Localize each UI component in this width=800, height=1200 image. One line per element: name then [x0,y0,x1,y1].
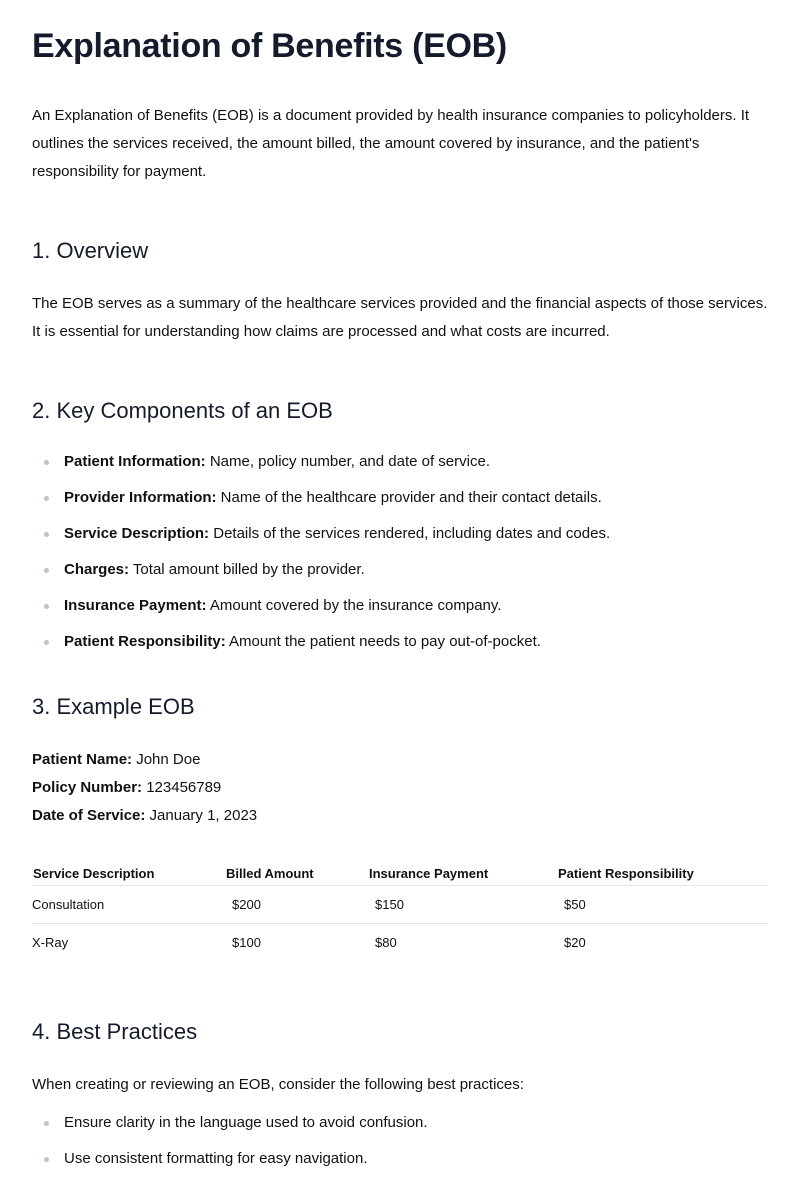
component-desc: Name, policy number, and date of service. [205,453,490,470]
best-practices-list [32,1111,768,1171]
list-item [32,486,768,510]
column-header: Insurance Payment [368,860,557,886]
list-item: Ensure clarity in the language used to avoid confusion. [32,1111,768,1135]
column-header: Billed Amount [225,860,368,886]
table-cell: $200 [225,886,368,924]
component-desc: Amount the patient needs to pay out-of-pocket. [225,633,541,650]
example-heading: 3. Example EOB [32,694,195,719]
component-term: Provider Information: [64,489,217,506]
component-term: Patient Information: [64,453,206,470]
date-of-service-value: January 1, 2023 [145,807,258,824]
component-desc: Details of the services rendered, including dates and codes. [209,525,611,542]
intro-paragraph: An Explanation of Benefits (EOB) is a document provided by health insurance companies to policyholders. It outlines the services received, the amount billed, the amount covered by insurance, and the patient's responsibility for payment. [32,107,750,180]
table-cell: Consultation [32,886,225,924]
table-cell: $50 [557,886,768,924]
table-cell: X-Ray [32,935,69,950]
policy-number-label: Policy Number: [32,779,143,796]
best-practices-heading: 4. Best Practices [32,1019,198,1044]
table-cell: $80 [375,935,397,950]
component-term: Patient Responsibility: [64,633,226,650]
page-title: Explanation of Benefits (EOB) [32,27,507,65]
list-item [32,594,768,618]
list-item [32,450,768,474]
table-row [32,924,768,962]
component-desc: Name of the healthcare provider and their contact details. [216,489,602,506]
column-header: Service Description [32,860,225,886]
list-item: Use consistent formatting for easy navigation. [32,1147,768,1171]
component-term: Insurance Payment: [64,597,207,614]
date-of-service-label: Date of Service: [32,807,146,824]
overview-text: The EOB serves as a summary of the healthcare services provided and the financial aspects of those services. It is essential for understanding how claims are processed and what costs are incurred. [32,295,768,340]
component-desc: Amount covered by the insurance company. [206,597,502,614]
table-header-row [32,860,768,886]
example-section [32,692,768,961]
column-header: Patient Responsibility [557,860,768,886]
date-of-service-line [32,802,768,830]
component-term: Service Description: [64,525,210,542]
best-practices-section [32,1017,768,1171]
eob-table [32,860,768,961]
table-row [32,886,768,924]
best-practices-intro: When creating or reviewing an EOB, consider the following best practices: [32,1076,524,1093]
list-item [32,522,768,546]
overview-heading: 1. Overview [32,238,149,263]
components-heading: 2. Key Components of an EOB [32,398,333,423]
list-item [32,630,768,654]
policy-number-value: 123456789 [142,779,222,796]
components-list [32,450,768,654]
patient-name-label: Patient Name: [32,751,133,768]
component-desc: Total amount billed by the provider. [129,561,365,578]
patient-name-line [32,746,768,774]
components-section [32,396,768,654]
overview-section [32,236,768,346]
policy-number-line [32,774,768,802]
patient-name-value: John Doe [132,751,201,768]
table-cell: $20 [564,935,586,950]
component-term: Charges: [64,561,130,578]
list-item [32,558,768,582]
table-cell: $100 [232,935,261,950]
table-cell: $150 [368,886,557,924]
